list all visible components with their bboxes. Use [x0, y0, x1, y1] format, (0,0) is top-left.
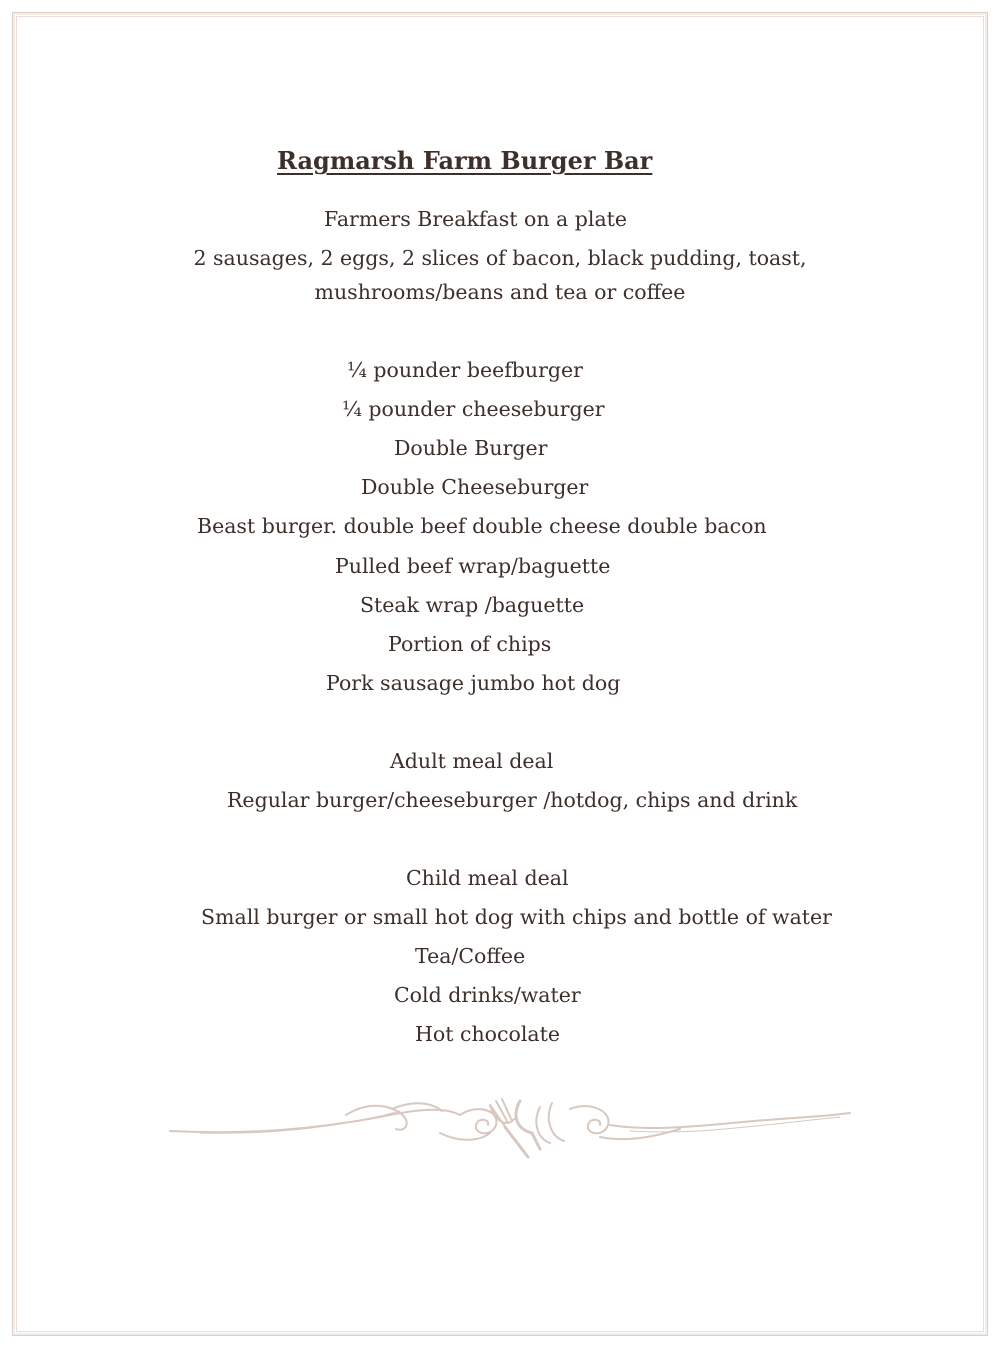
- menu-item-steak-wrap: Steak wrap /baguette: [360, 593, 585, 617]
- fork-knife-flourish-icon: [160, 1085, 860, 1165]
- menu-item-quarter-beefburger: ¼ pounder beefburger: [347, 358, 583, 382]
- menu-item-beast-burger: Beast burger. double beef double cheese double bacon: [197, 514, 767, 538]
- drink-tea-coffee: Tea/Coffee: [415, 944, 526, 968]
- menu-item-double-cheeseburger: Double Cheeseburger: [361, 475, 589, 499]
- menu-item-hot-dog: Pork sausage jumbo hot dog: [326, 671, 621, 695]
- menu-item-chips: Portion of chips: [388, 632, 552, 656]
- adult-deal-desc: Regular burger/cheeseburger /hotdog, chips and drink: [227, 788, 798, 812]
- breakfast-heading: Farmers Breakfast on a plate: [324, 207, 628, 231]
- drink-hot-chocolate: Hot chocolate: [415, 1022, 560, 1046]
- menu-item-double-burger: Double Burger: [394, 436, 548, 460]
- breakfast-desc-line-2: mushrooms/beans and tea or coffee: [314, 280, 686, 304]
- child-deal-desc: Small burger or small hot dog with chips and bottle of water: [201, 905, 832, 929]
- drink-cold-drinks: Cold drinks/water: [394, 983, 581, 1007]
- menu-item-pulled-beef: Pulled beef wrap/baguette: [335, 554, 611, 578]
- breakfast-desc-line-1: 2 sausages, 2 eggs, 2 slices of bacon, black pudding, toast,: [193, 246, 807, 270]
- menu-title: Ragmarsh Farm Burger Bar: [277, 146, 653, 175]
- child-deal-heading: Child meal deal: [406, 866, 569, 890]
- menu-item-quarter-cheeseburger: ¼ pounder cheeseburger: [342, 397, 605, 421]
- adult-deal-heading: Adult meal deal: [390, 749, 554, 773]
